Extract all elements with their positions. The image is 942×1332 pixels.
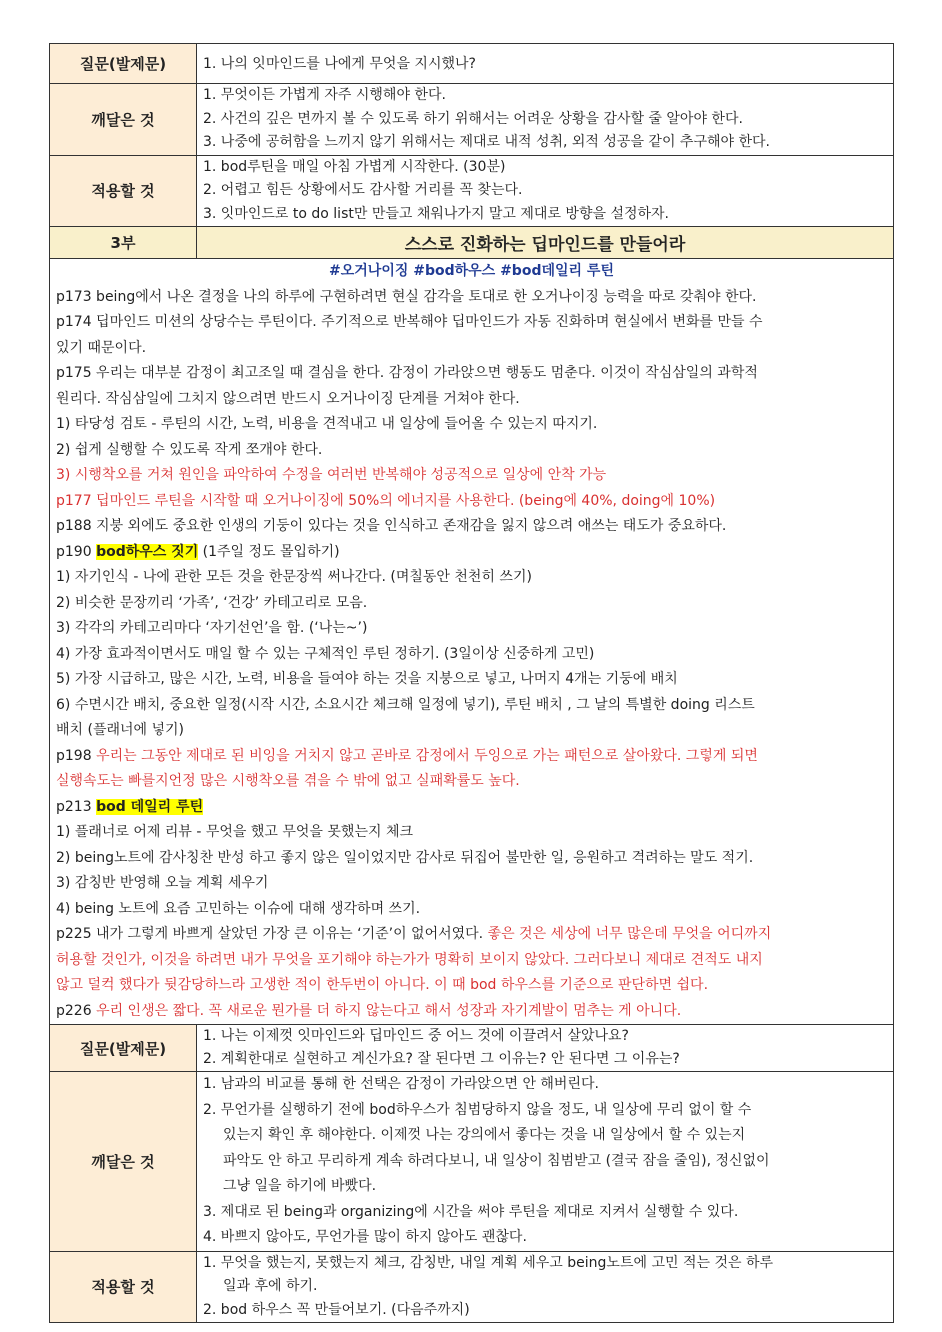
page-ref: p226 (56, 1002, 97, 1019)
realization-label: 깨달은 것 (50, 84, 197, 156)
question-item: 1. 나의 잇마인드를 나에게 무엇을 지시했나? (203, 55, 476, 72)
note-p190 (56, 540, 887, 566)
question-label: 질문(발제문) (50, 44, 197, 84)
realization-item: 2. 무언가를 실행하기 전에 bod하우스가 침범당하지 않을 정도, 내 일상에 무리 없이 할 수 (203, 1101, 752, 1118)
realization-item: 2. 사건의 깊은 면까지 볼 수 있도록 하기 위해서는 어려운 상황을 감사할 줄 알아야 한다. (203, 110, 743, 127)
hashtags: #오거나이징 #bod하우스 #bod데일리 루틴 (329, 263, 614, 279)
realization-content (197, 84, 894, 156)
apply-label: 적용할 것 (50, 1251, 197, 1323)
top-apply-row (50, 155, 894, 227)
page-ref: p198 (56, 747, 97, 764)
question-item: 2. 계획한대로 실현하고 계신가요? 잘 된다면 그 이유는? 안 된다면 그 이유는? (203, 1051, 680, 1067)
realization-item: 4. 바쁘지 않아도, 무언가를 많이 하지 않아도 괜찮다. (203, 1229, 527, 1245)
note-p226 (56, 999, 887, 1025)
note-p174-cont: 있기 때문이다. (56, 339, 147, 356)
apply-content (197, 1251, 894, 1323)
house-step: 3) 각각의 카테고리마다 ‘자기선언’을 함. (‘나는~’) (56, 620, 368, 636)
bottom-apply-row (50, 1251, 894, 1323)
house-step: 5) 가장 시급하고, 많은 시간, 노력, 비용을 들여야 하는 것을 지붕으로 넣고, 나머지 4개는 기둥에 배치 (56, 671, 678, 687)
realization-item: 1. 무엇이든 가볍게 자주 시행해야 한다. (203, 87, 446, 103)
note-p175-cont: 원리다. 작심삼일에 그치지 않으려면 반드시 오거나이징 단계를 거쳐야 한다. (56, 390, 520, 407)
note-p198-cont: 실행속도는 빠를지언정 많은 시행착오를 겪을 수 밖에 없고 실패확률도 높다. (56, 773, 520, 789)
realization-item-cont: 그냥 일을 하기에 바빴다. (223, 1178, 377, 1194)
organizing-step: 2) 쉽게 실행할 수 있도록 작게 쪼개야 한다. (56, 441, 323, 458)
realization-item: 3. 나중에 공허함을 느끼지 않기 위해서는 제대로 내적 성취, 외적 성공을 같이 추구해야 한다. (203, 134, 770, 150)
organizing-step: 3) 시행착오를 거쳐 원인을 파악하여 수정을 여러번 반복해야 성공적으로 일상에 안착 가능 (56, 467, 607, 483)
daily-step: 3) 감칭반 반영해 오늘 계획 세우기 (56, 875, 269, 891)
house-step-cont: 배치 (플래너에 넣기) (56, 722, 185, 738)
apply-item: 2. bod 하우스 꼭 만들어보기. (다음주까지) (203, 1301, 470, 1318)
realization-item: 1. 남과의 비교를 통해 한 선택은 감정이 가라앉으면 안 해버린다. (203, 1076, 599, 1092)
note-p174: p174 딥마인드 미션의 상당수는 루틴이다. 주기적으로 반복해야 딥마인드가 자동 진화하며 현실에서 변화를 만들 수 (56, 314, 763, 330)
bottom-question-row (50, 1025, 894, 1072)
house-step: 1) 자기인식 - 나에 관한 모든 것을 한문장씩 써나간다. (며칠동안 천천히 쓰기) (56, 569, 532, 585)
daily-step: 4) being 노트에 요즘 고민하는 이슈에 대해 생각하며 쓰기. (56, 900, 421, 917)
realization-item-cont: 파악도 안 하고 무리하게 계속 하려다보니, 내 일상이 침범받고 (결국 잠을 줄임), 정신없이 (223, 1152, 770, 1169)
daily-step: 1) 플래너로 어제 리뷰 - 무엇을 했고 무엇을 못했는지 체크 (56, 824, 413, 840)
bottom-realization-row (50, 1072, 894, 1252)
question-content (197, 44, 894, 84)
apply-item: 1. 무엇을 했는지, 못했는지 체크, 감칭반, 내일 계획 세우고 being노트에 고민 적는 것은 하루 (203, 1254, 773, 1271)
top-realization-row (50, 84, 894, 156)
note-p190-suffix: (1주일 정도 몰입하기) (198, 543, 340, 560)
house-step: 2) 비슷한 문장끼리 ‘가족’, ‘건강’ 카테고리로 모음. (56, 594, 368, 611)
apply-content (197, 155, 894, 227)
realization-label: 깨달은 것 (50, 1072, 197, 1252)
page-ref: p190 (56, 543, 97, 560)
apply-item: 3. 잇마인드로 to do list만 만들고 채워나가지 말고 제대로 방향을 설정하자. (203, 205, 670, 222)
note-p198 (56, 744, 887, 770)
question-label: 질문(발제문) (50, 1025, 197, 1072)
realization-item-cont: 있는지 확인 후 해야한다. 이제껏 나는 강의에서 좋다는 것을 내 일상에서 할 수 있는지 (223, 1127, 746, 1143)
note-p173: p173 being에서 나온 결정을 나의 하루에 구현하려면 현실 감각을 토대로 한 오거나이징 능력을 따로 갖춰야 한다. (56, 288, 757, 305)
part-label: 3부 (50, 227, 197, 259)
note-p225-cont: 허용할 것인가, 이것을 하려면 내가 무엇을 포기해야 하는가가 명확히 보이지 않았다. 그러다보니 제대로 견적도 내지 (56, 951, 763, 968)
note-p225-red: 좋은 것은 세상에 너무 많은데 무엇을 어디까지 (487, 926, 772, 942)
apply-label: 적용할 것 (50, 155, 197, 227)
note-p188: p188 지붕 외에도 중요한 인생의 기둥이 있다는 것을 인식하고 존재감을 잃지 않으려 애쓰는 태도가 중요하다. (56, 518, 727, 534)
page-ref: p213 (56, 798, 97, 815)
highlight-daily-routine: bod 데일리 루틴 (96, 798, 204, 815)
body-row (50, 259, 894, 1025)
question-content (197, 1025, 894, 1072)
realization-content (197, 1072, 894, 1252)
apply-item: 2. 어렵고 힘든 상황에서도 감사할 거리를 꼭 찾는다. (203, 182, 523, 198)
note-p225-text: p225 내가 그렇게 바쁘게 살았던 가장 큰 이유는 ‘기준’이 없어서였다. (56, 926, 488, 942)
realization-item: 3. 제대로 된 being과 organizing에 시간을 써야 루틴을 제대로 지켜서 실행할 수 있다. (203, 1203, 739, 1220)
apply-item-cont: 일과 후에 하기. (223, 1278, 318, 1294)
house-step: 6) 수면시간 배치, 중요한 일정(시작 시간, 소요시간 체크해 일정에 넣기), 루틴 배치 , 그 날의 특별한 doing 리스트 (56, 696, 755, 713)
top-question-row (50, 44, 894, 84)
body-content (50, 259, 894, 1025)
part-title: 스스로 진화하는 딥마인드를 만들어라 (197, 227, 894, 259)
highlight-bod-house: bod하우스 짓기 (96, 543, 199, 560)
note-p198-text: 우리는 그동안 제대로 된 비잉을 거치지 않고 곧바로 감정에서 두잉으로 가는 패턴으로 살아왔다. 그렇게 되면 (96, 747, 758, 764)
note-p177: p177 딥마인드 루틴을 시작할 때 오거나이징에 50%의 에너지를 사용한다. (being에 40%, doing에 10%) (56, 492, 716, 509)
organizing-step: 1) 타당성 검토 - 루틴의 시간, 노력, 비용을 견적내고 내 일상에 들어올 수 있는지 따지기. (56, 416, 598, 432)
note-p175: p175 우리는 대부분 감정이 최고조일 때 결심을 한다. 감정이 가라앉으면 행동도 멈춘다. 이것이 작심삼일의 과학적 (56, 365, 758, 381)
daily-step: 2) being노트에 감사칭찬 반성 하고 좋지 않은 일이었지만 감사로 뒤집어 불만한 일, 응원하고 격려하는 말도 적기. (56, 849, 754, 866)
top-table (49, 43, 894, 1323)
note-p226-text: 우리 인생은 짧다. 꼭 새로운 뭔가를 더 하지 않는다고 해서 성장과 자기계발이 멈추는 게 아니다. (96, 1002, 682, 1019)
apply-item: 1. bod루틴을 매일 아침 가볍게 시작한다. (30분) (203, 158, 506, 175)
note-p213 (56, 795, 887, 821)
note-p225-cont: 않고 덜컥 했다가 뒷감당하느라 고생한 적이 한두번이 아니다. 이 때 bod 하우스를 기준으로 판단하면 쉽다. (56, 977, 709, 993)
house-step: 4) 가장 효과적이면서도 매일 할 수 있는 구체적인 루틴 정하기. (3일이상 신중하게 고민) (56, 645, 595, 662)
part-row (50, 227, 894, 259)
note-p225 (56, 922, 887, 948)
question-item: 1. 나는 이제껏 잇마인드와 딥마인드 중 어느 것에 이끌려서 살았나요? (203, 1028, 629, 1044)
document-page (49, 43, 894, 1323)
